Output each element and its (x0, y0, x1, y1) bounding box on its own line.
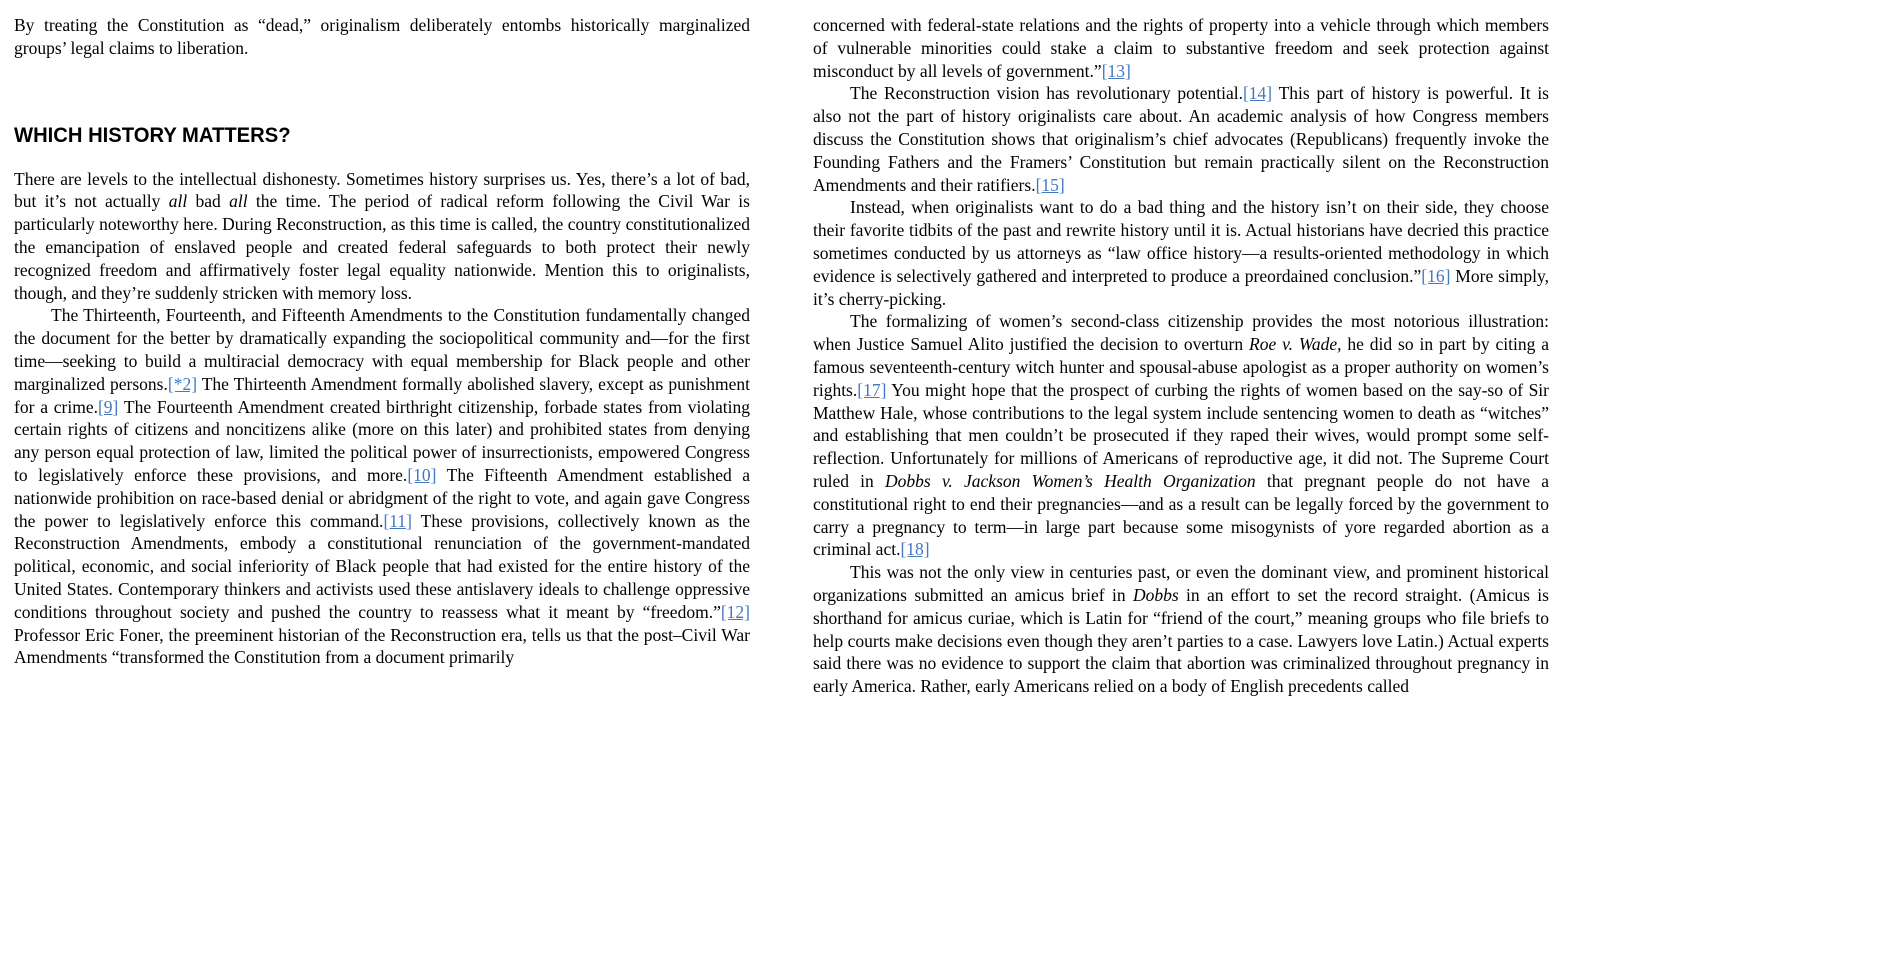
footnote-link-13[interactable]: [13] (1101, 60, 1131, 81)
text-run: The Thirteenth Amendment formally abolished slavery, except as punishment for a crime. (14, 373, 751, 417)
footnote-link-18[interactable]: [18] (900, 539, 930, 560)
text-run: The Fifteenth Amendment established a nationwide prohibition on race-based denial or abridgment of the right to vote, and again gave Congress the power to legislatively enforce this command. (14, 464, 750, 531)
italic-text: Dobbs (1132, 584, 1179, 605)
paragraph (14, 168, 750, 305)
footnote-link-2[interactable]: [*2] (167, 373, 198, 394)
footnote-link-14[interactable]: [14] (1242, 83, 1273, 104)
right-column (813, 14, 1549, 698)
text-run: the time. The period of radical reform following the Civil War is particularly noteworthy here. During Reconstruction, as this time is called, the country constitutionalized the emancipation of enslaved people and created federal safeguards to both protect their newly recognized freedom and affirmatively foster legal equality nationwide. Mention this to originalists, though, and they’re suddenly stricken with memory loss. (14, 191, 750, 303)
footnote-link-10[interactable]: [10] (407, 464, 437, 485)
paragraph (813, 561, 1549, 698)
paragraph (813, 310, 1549, 561)
text-run: concerned with federal-state relations and the rights of property into a vehicle through which members of vulnerable minorities could stake a claim to substantive freedom and seek protection against misconduct by all levels of government.” (813, 15, 1549, 81)
footnote-link-12[interactable]: [12] (720, 601, 750, 622)
footnote-link-9[interactable]: [9] (97, 396, 119, 417)
text-run: that pregnant people do not have a constitutional right to end their pregnancies—and as a result can be legally forced by the government to carry a pregnancy to term—in large part because some misogynists of yore regarded abortion as a criminal act. (813, 470, 1549, 560)
text-run: By treating the Constitution as “dead,” originalism deliberately entombs historically marginalized groups’ legal claims to liberation. (14, 15, 750, 58)
footnote-link-16[interactable]: [16] (1421, 265, 1451, 286)
paragraph (14, 14, 750, 60)
text-run: Instead, when originalists want to do a bad thing and the history isn’t on their side, they choose their favorite tidbits of the past and rewrite history until it is. Actual historians have decried this practice sometimes conducted by us attorneys as “law office history—a results-oriented methodology in which evidence is selectively gathered and interpreted to produce a preordained conclusion.” (813, 197, 1549, 286)
text-run: More simply, it’s cherry-picking. (813, 265, 1549, 309)
text-run: This was not the only view in centuries past, or even the dominant view, and prominent historical organizations submitted an amicus brief in (813, 562, 1549, 605)
text-run: The formalizing of women’s second-class citizenship provides the most notorious illustration: when Justice Samuel Alito justified the decision to overturn (813, 311, 1549, 355)
text-run: Professor Eric Foner, the preeminent historian of the Reconstruction era, tells us that the post–Civil War Amendments “transformed the Constitution from a document primarily (14, 624, 750, 668)
text-run: he did so in part by citing a famous seventeenth-century witch hunter and spousal-abuse apologist as a proper authority on women’s rights. (813, 334, 1549, 400)
footnote-link-15[interactable]: [15] (1035, 174, 1065, 195)
italic-text: all (168, 191, 188, 212)
paragraph (813, 82, 1549, 196)
text-run: There are levels to the intellectual dishonesty. Sometimes history surprises us. Yes, there’s a lot of bad, but it’s not actually (14, 168, 750, 212)
paragraph (813, 196, 1549, 310)
text-run: These provisions, collectively known as the Reconstruction Amendments, embody a constitutional renunciation of the government-mandated political, economic, and social inferiority of Black people that had existed for the entire history of the United States. Contemporary thinkers and activists used these antislavery ideals to challenge oppressive conditions throughout society and pushed the country to reassess what it meant by “freedom.” (14, 510, 750, 622)
text-run: You might hope that the prospect of curbing the rights of women based on the say-so of Sir Matthew Hale, whose contributions to the legal system include sentencing women to death as “witches” and establishing that men couldn’t be prosecuted if they raped their wives, would prompt some self-reflection. Unfortunately for millions of Americans of reproductive age, it did not. The Supreme Court ruled in (813, 379, 1549, 491)
footnote-link-11[interactable]: [11] (383, 510, 412, 531)
left-column (14, 14, 750, 698)
section-heading: WHICH HISTORY MATTERS? (14, 122, 291, 147)
text-run: in an effort to set the record straight. (Amicus is shorthand for amicus curiae, which is Latin for “friend of the court,” meaning groups who file briefs to help courts make decisions even though they aren’t parties to a case. Lawyers love Latin.) Actual experts said there was no evidence to support the claim that abortion was criminalized throughout pregnancy in early America. Rather, early Americans relied on a body of English precedents called (813, 584, 1549, 697)
paragraph (14, 304, 750, 669)
text-run: The Thirteenth, Fourteenth, and Fifteenth Amendments to the Constitution fundamentally changed the document for the better by dramatically expanding the sociopolitical community and—for the first time—seeking to build a multiracial democracy with equal membership for Black people and other marginalized persons. (14, 305, 750, 394)
text-run: bad (187, 191, 230, 212)
italic-text: all (229, 191, 248, 212)
paragraph (813, 14, 1549, 82)
text-run: The Fourteenth Amendment created birthright citizenship, forbade states from violating certain rights of citizens and noncitizens alike (more on this later) and prohibited states from denying any person equal protection of law, limited the political power of insurrectionists, empowered Congress to legislatively enforce these provisions, and more. (14, 396, 750, 485)
text-run: This part of history is powerful. It is also not the part of history originalists care about. An academic analysis of how Congress members discuss the Constitution shows that originalism’s chief advocates (Republicans) frequently invoke the Founding Fathers and the Framers’ Constitution but remain practically silent on the Reconstruction Amendments and their ratifiers. (813, 83, 1549, 195)
text-run: The Reconstruction vision has revolutionary potential. (850, 83, 1243, 104)
footnote-link-17[interactable]: [17] (857, 379, 887, 400)
italic-text: Roe v. Wade, (1249, 334, 1342, 355)
italic-text: Dobbs v. Jackson Women’s Health Organization (885, 470, 1256, 491)
